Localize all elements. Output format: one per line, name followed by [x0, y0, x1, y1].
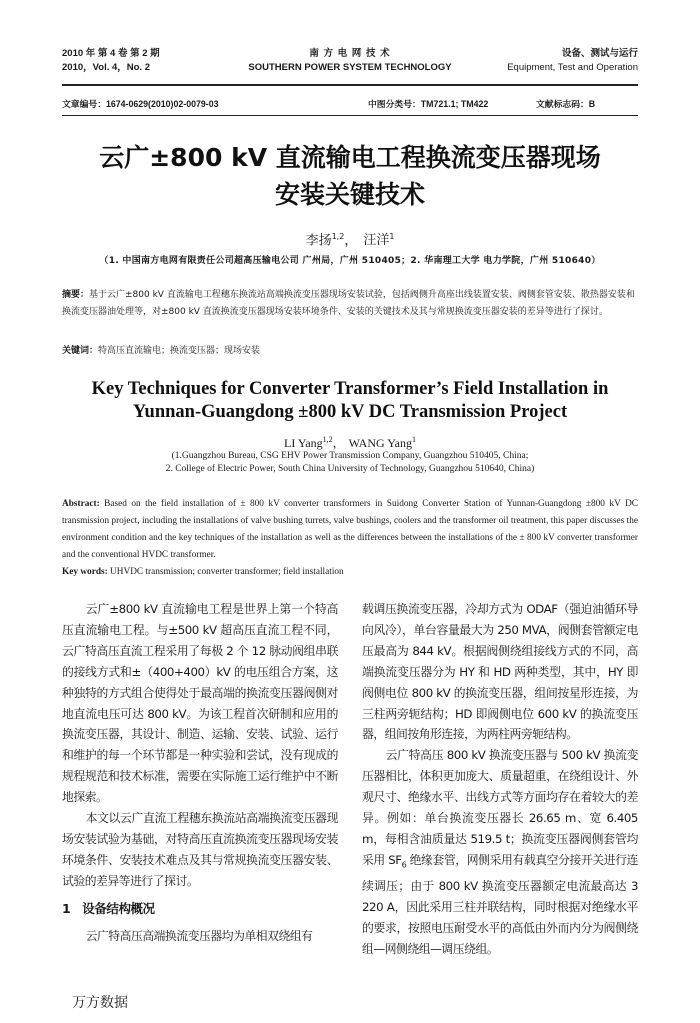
body-paragraph: 云广特高压高端换流变压器均为单相双绕组有: [85, 928, 313, 943]
body-text: 绝缘套管，网侧采用有载真空分接开关进行连续调压；由于 800 kV 换流变压器额定电流最高达 3 220 A，因此采用三柱并联结构，同时根据对绝缘水平的要求，按照电压耐受水平的高低由外而内分为阀侧绕组—网侧绕组—调压绕组。: [362, 852, 638, 956]
body-column-left: [62, 599, 338, 947]
watermark: 万方数据: [72, 995, 128, 1011]
meta-rule: [62, 115, 638, 116]
header-rule: [62, 84, 638, 86]
abstract-en-text: Based on the field installation of ± 800 kV converter transformers in Suidong Converter Station of Yunnan-Guangdong ±800 kV DC transmission project, including the installations of valve bushing turrets, valve bushings, coolers and the transformer oil treatment, this paper discusses the environment condition and the key techniques of the installation as well as the differences between the installations of the ± 800 kV converter transformer and the conventional HVDC transformer.: [62, 499, 638, 560]
abstract-en: [62, 496, 638, 581]
journal-name: [230, 47, 470, 75]
author-cn-2-affil: 1: [389, 232, 395, 241]
author-cn-1-affil: 1,2: [331, 232, 345, 241]
journal-issue-en: 2010，Vol. 4，No. 2: [62, 62, 150, 73]
body-paragraph: 云广±800 kV 直流输电工程是世界上第一个特高压直流输电工程。与±500 kV 超高压直流工程不同，云广特高压直流工程采用了每极 2 个 12 脉动阀组串联的接线方式和±（400+400）kV 的电压组合方案，这种独特的方式组合使得处于最高端的换流变压器阀侧对地直流电压可达 800 kV。为该工程首次研制和应用的换流变压器，其设计、制造、运输、安装、试验、运行和维护的每一个环节都是一种实验和尝试，没有现成的规程规范和技术标准，需要在实际施工运行维护中不断地探索。: [62, 602, 338, 805]
affiliation-en-2: 2. College of Electric Power, South China University of Technology, Guangzhou 510640, China): [165, 464, 535, 474]
clc-number: 中图分类号：TM721.1; TM422: [368, 99, 489, 109]
author-en-1: LI Yang: [283, 436, 323, 450]
journal-issue-info: [62, 47, 242, 75]
body-paragraph: [362, 745, 638, 959]
journal-section-en: Equipment, Test and Operation: [507, 62, 638, 73]
author-en-2: WANG Yang: [348, 436, 413, 450]
journal-name-cn: 南 方 电 网 技 术: [309, 48, 391, 59]
section-heading: 1 设备结构概况: [62, 900, 155, 916]
article-number: 文章编号：1674-0629(2010)02-0079-03: [62, 99, 219, 109]
author-cn-separator: ，: [344, 233, 358, 249]
journal-section: [470, 47, 638, 75]
body-column-right: [362, 599, 638, 960]
document-code: 文献标志码：B: [536, 99, 596, 109]
abstract-en-label: Abstract:: [62, 499, 100, 509]
keywords-en-text: UHVDC transmission; converter transformer; field installation: [110, 567, 344, 577]
affiliation-en-1: (1.Guangzhou Bureau, CSG EHV Power Transmission Company, Guangzhou 510405, China;: [171, 451, 529, 461]
affiliations-cn: （1. 中国南方电网有限责任公司超高压输电公司 广州局，广州 510405；2. 华南理工大学 电力学院，广州 510640）: [99, 256, 601, 266]
journal-issue-cn: 2010 年 第 4 卷 第 2 期: [62, 48, 160, 59]
body-paragraph: 载调压换流变压器，冷却方式为 ODAF（强迫油循环导向风冷），单台容量最大为 250 MVA，阀侧套管额定电压最高为 844 kV。根据阀侧绕组接线方式的不同，高端换流变压器分为 HY 和 HD 两种类型，其中，HY 即阀侧电位 800 kV 的换流变压器，组间按星形连接，为三柱两旁轭结构；HD 即阀侧电位 600 kV 的换流变压器，组间按角形连接，为两柱两旁轭结构。: [362, 602, 638, 742]
keywords-cn: [62, 343, 638, 360]
subscript: 6: [401, 860, 407, 870]
author-cn-1: 李扬: [305, 233, 332, 249]
abstract-cn: [62, 287, 638, 320]
author-en-separator: ，: [332, 436, 345, 450]
author-cn-2: 汪洋: [363, 233, 390, 249]
author-en-2-affil: 1: [412, 435, 417, 444]
journal-section-cn: 设备、测试与运行: [561, 48, 638, 59]
title-en-line2: Yunnan-Guangdong ±800 kV DC Transmission Project: [132, 402, 568, 422]
journal-name-en: SOUTHERN POWER SYSTEM TECHNOLOGY: [248, 62, 452, 73]
keywords-en-label: Key words:: [62, 567, 108, 577]
keywords-cn-text: 特高压直流输电；换流变压器；现场安装: [98, 346, 261, 356]
authors-cn: [62, 228, 638, 250]
body-paragraph: 本文以云广直流工程穗东换流站高端换流变压器现场安装试验为基础，对特高压直流换流变压器现场安装环境条件、安装技术难点及其与常规换流变压器安装、试验的差异等进行了探讨。: [62, 811, 338, 888]
abstract-cn-text: 基于云广±800 kV 直流输电工程穗东换流站高端换流变压器现场安装试验，包括阀侧升高座出线装置安装、阀侧套管安装、散热器安装和换流变压器油处理等，对±800 kV 直流换流变压器现场安装环境条件、安装的关键技术及其与常规换流变压器安装的差异等进行了探讨。: [62, 290, 635, 317]
title-en-line1: Key Techniques for Converter Transformer’s Field Installation in: [91, 379, 609, 399]
abstract-cn-label: 摘要：: [62, 290, 90, 300]
keywords-cn-label: 关键词：: [62, 346, 99, 356]
author-en-1-affil: 1,2: [322, 435, 333, 444]
title-cn-line1: 云广±800 kV 直流输电工程换流变压器现场: [99, 143, 601, 172]
title-cn-line2: 安装关键技术: [274, 180, 425, 209]
body-text: 云广特高压 800 kV 换流变压器与 500 kV 换流变压器相比，体积更加庞大、质量超重，在绕组设计、外观尺寸、绝缘水平、出线方式等方面均存在着较大的差异。例如：单台换流变压器长 26.65 m、宽 6.405 m，每相含油质量达 519.5 t；换流变压器阀侧套管均采用 SF: [362, 748, 638, 867]
